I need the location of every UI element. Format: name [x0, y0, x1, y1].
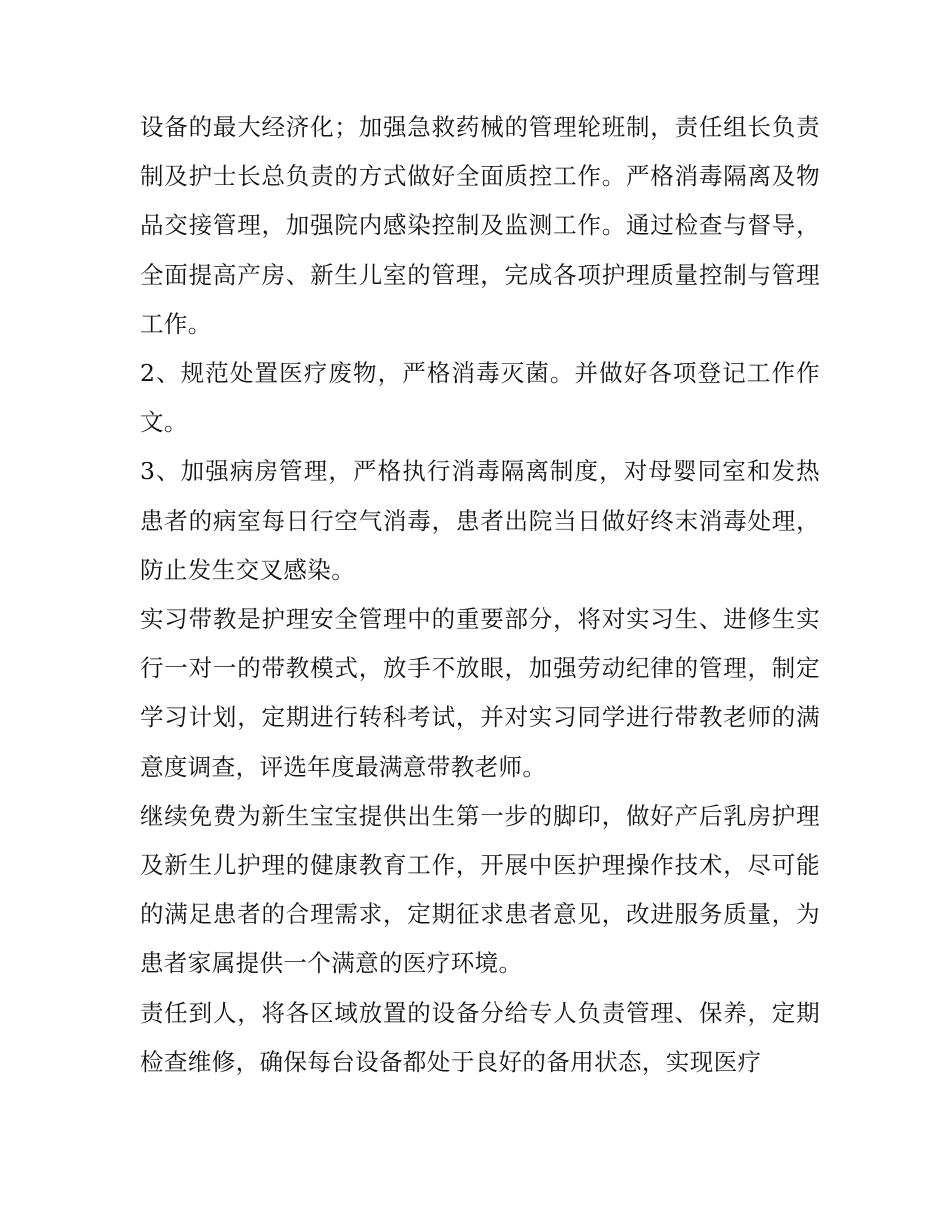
paragraph-medical-waste: 2、规范处置医疗废物，严格消毒灭菌。并做好各项登记工作作文。	[140, 359, 820, 437]
document-page	[140, 103, 820, 1087]
paragraph-newborn-services: 继续免费为新生宝宝提供出生第一步的脚印，做好产后乳房护理及新生儿护理的健康教育工作，开展中医护理操作技术，尽可能的满足患者的合理需求，定期征求患者意见，改进服务质量，为患者家属提供一个满意的医疗环境。	[140, 801, 820, 978]
paragraph-equipment-responsibility: 责任到人，将各区域放置的设备分给专人负责管理、保养，定期检查维修，确保每台设备都处于良好的备用状态，实现医疗	[140, 998, 820, 1076]
paragraph-internship-teaching: 实习带教是护理安全管理中的重要部分，将对实习生、进修生实行一对一的带教模式，放手不放眼，加强劳动纪律的管理，制定学习计划，定期进行转科考试，并对实习同学进行带教老师的满意度调查，评选年度最满意带教老师。	[140, 605, 820, 781]
paragraph-ward-management: 3、加强病房管理，严格执行消毒隔离制度，对母婴同室和发热患者的病室每日行空气消毒，患者出院当日做好终末消毒处理，防止发生交叉感染。	[140, 457, 820, 584]
paragraph-equipment-quality-control: 设备的最大经济化；加强急救药械的管理轮班制，责任组长负责制及护士长总负责的方式做好全面质控工作。严格消毒隔离及物品交接管理，加强院内感染控制及监测工作。通过检查与督导，全面提高产房、新生儿室的管理，完成各项护理质量控制与管理工作。	[140, 113, 820, 338]
